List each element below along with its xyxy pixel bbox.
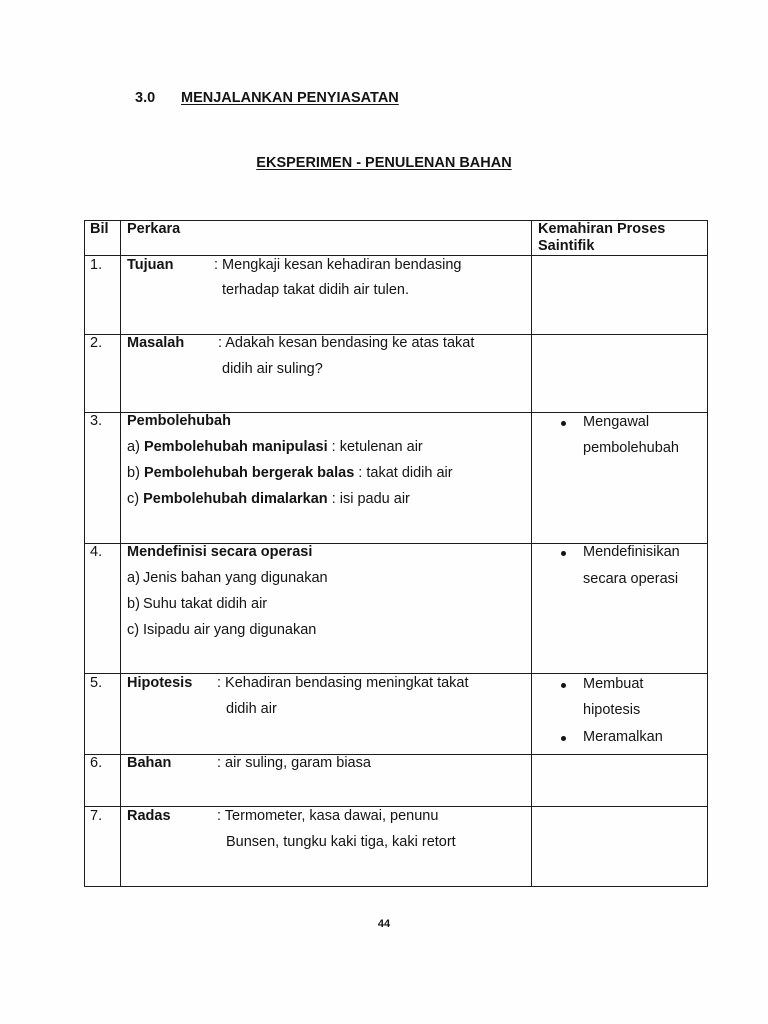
item-label: Hipotesis [127,675,193,691]
skill-text-line: Meramalkan [583,729,663,745]
item-value-line: : Termometer, kasa dawai, penunu [217,808,439,824]
skill-cell [531,255,707,334]
item-value-line: didih air suling? [222,361,323,377]
row-number: 6. [90,755,103,771]
definition-marker: a) [127,570,140,586]
skill-cell [531,543,707,673]
item-value-line: didih air [226,701,277,717]
table-row-bahan [84,754,707,806]
item-value-line: : air suling, garam biasa [217,755,371,771]
perkara-cell [120,412,531,543]
skill-text-line: Mengawal [583,414,650,430]
bil-cell [84,412,120,543]
header-kemahiran-label-line: Saintifik [538,238,595,254]
skill-cell [531,806,707,886]
item-label: Masalah [127,335,185,351]
page-number-row [0,916,768,932]
perkara-cell [120,754,531,806]
skill-cell [531,334,707,412]
table-row-definisi-operasi [84,543,707,673]
item-label: Radas [127,808,171,824]
row-number: 7. [90,808,103,824]
skill-text-line: Membuat [583,676,644,692]
bullet-icon [561,683,566,688]
header-cell-perkara [120,220,531,255]
definition-marker: c) [127,622,140,638]
item-value-line: : Mengkaji kesan kehadiran bendasing [214,257,462,273]
definition-marker: b) [127,596,140,612]
variable-marker: c) [127,491,140,507]
definition-text: Jenis bahan yang digunakan [143,570,328,586]
header-kemahiran-label-line: Kemahiran Proses [538,221,666,237]
header-cell-kemahiran [531,220,707,255]
bil-cell [84,255,120,334]
variable-line [127,465,453,481]
skill-cell [531,673,707,754]
bil-cell [84,543,120,673]
variable-marker: b) [127,465,140,481]
variable-name: Pembolehubah manipulasi [143,439,328,455]
bullet-icon [561,736,566,741]
table-rule-vertical [707,220,708,887]
row-number: 3. [90,413,103,429]
table-rule-horizontal [84,886,708,887]
item-label: Pembolehubah [127,413,231,429]
table-row-tujuan [84,255,707,334]
experiment-title: EKSPERIMEN - PENULENAN BAHAN [256,155,512,171]
table-header-row [84,220,707,255]
experiment-table [84,220,708,887]
row-number: 5. [90,675,103,691]
table-row-masalah [84,334,707,412]
skill-text-line: pembolehubah [583,440,679,456]
variable-value: : isi padu air [331,491,410,507]
perkara-cell [120,673,531,754]
item-value-line: : Adakah kesan bendasing ke atas takat [218,335,475,351]
experiment-title-row [0,155,768,171]
skill-text-line: Mendefinisikan [583,544,680,560]
variable-name: Pembolehubah bergerak balas [143,465,355,481]
perkara-cell [120,255,531,334]
variable-value: : takat didih air [358,465,453,481]
bil-cell [84,334,120,412]
section-number: 3.0 [135,90,156,106]
item-label: Tujuan [127,257,174,273]
bullet-icon [561,551,566,556]
page-number: 44 [377,918,391,930]
bil-cell [84,754,120,806]
section-title: MENJALANKAN PENYIASATAN [181,90,399,106]
header-perkara-label: Perkara [127,221,181,237]
skill-text-line: secara operasi [583,571,679,587]
bullet-icon [561,421,566,426]
row-number: 1. [90,257,103,273]
row-number: 2. [90,335,103,351]
item-value-line: Bunsen, tungku kaki tiga, kaki retort [226,834,456,850]
variable-line [127,439,423,455]
table-row-radas [84,806,707,886]
perkara-cell [120,806,531,886]
skill-cell [531,412,707,543]
table-row-pembolehubah [84,412,707,543]
header-bil-label: Bil [90,221,109,237]
item-label: Bahan [127,755,172,771]
row-number: 4. [90,544,103,560]
bil-cell [84,673,120,754]
definition-text: Suhu takat didih air [143,596,268,612]
item-value-line: terhadap takat didih air tulen. [222,282,410,298]
variable-value: : ketulenan air [331,439,423,455]
perkara-cell [120,334,531,412]
item-value-line: : Kehadiran bendasing meningkat takat [217,675,469,691]
header-cell-bil [84,220,120,255]
item-label: Mendefinisi secara operasi [127,544,313,560]
table-row-hipotesis [84,673,707,754]
perkara-cell [120,543,531,673]
definition-text: Isipadu air yang digunakan [143,622,317,638]
variable-name: Pembolehubah dimalarkan [143,491,328,507]
variable-marker: a) [127,439,140,455]
skill-text-line: hipotesis [583,702,641,718]
skill-cell [531,754,707,806]
variable-line [127,491,410,507]
bil-cell [84,806,120,886]
